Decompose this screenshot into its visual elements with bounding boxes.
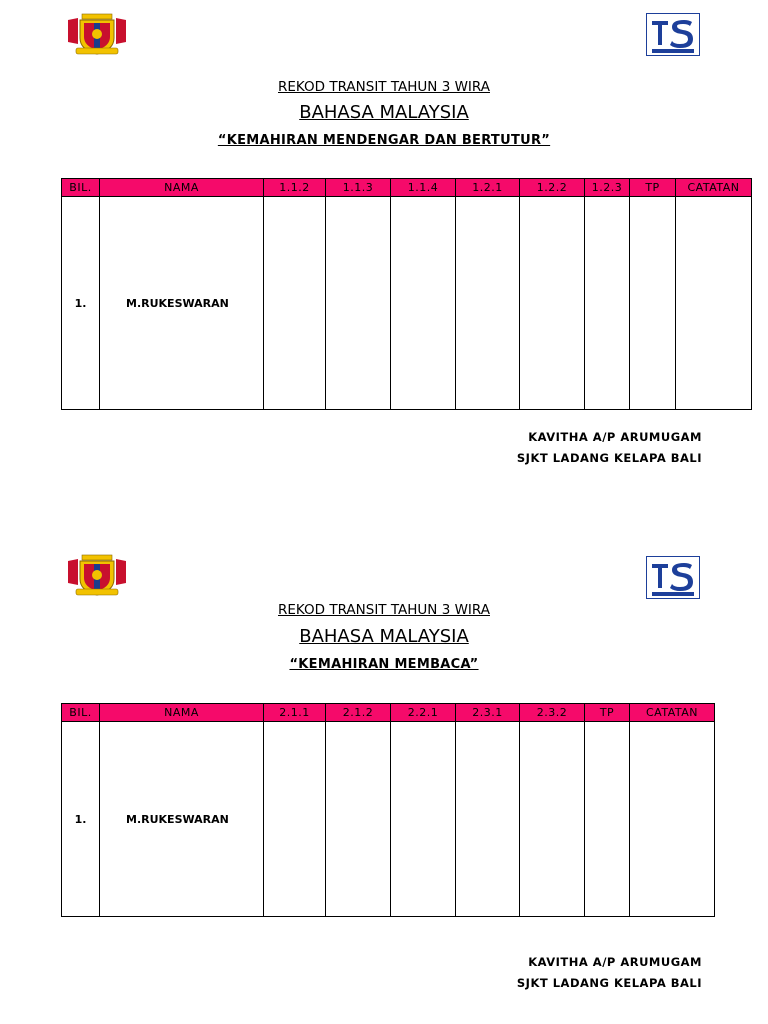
school-crest-icon	[66, 553, 128, 597]
record-title: REKOD TRANSIT TAHUN 3 WIRA	[278, 79, 490, 95]
column-header-2-1-1: 2.1.1	[264, 704, 326, 722]
cell-empty	[520, 722, 585, 917]
cell-empty	[264, 722, 326, 917]
record-table	[61, 703, 715, 917]
signature-block	[517, 952, 702, 994]
column-header-1-2-2: 1.2.2	[520, 179, 585, 197]
teacher-name: KAVITHA A/P ARUMUGAM	[528, 430, 702, 444]
column-header-1-1-4: 1.1.4	[391, 179, 456, 197]
column-header-2-2-1: 2.2.1	[391, 704, 456, 722]
cell-empty	[585, 722, 630, 917]
column-header-catatan: CATATAN	[630, 704, 715, 722]
column-header-bil: BIL.	[62, 179, 100, 197]
cell-empty	[585, 197, 630, 410]
cell-empty	[456, 722, 520, 917]
cell-empty	[326, 722, 391, 917]
subject-title: BAHASA MALAYSIA	[299, 102, 469, 123]
column-header-2-1-2: 2.1.2	[326, 704, 391, 722]
column-header-tp: TP	[630, 179, 676, 197]
cell-empty	[676, 197, 752, 410]
skill-title: “KEMAHIRAN MEMBACA”	[289, 657, 479, 672]
column-header-tp: TP	[585, 704, 630, 722]
column-header-catatan: CATATAN	[676, 179, 752, 197]
table-row	[62, 722, 715, 917]
table-header-row	[62, 179, 752, 197]
teacher-name: KAVITHA A/P ARUMUGAM	[528, 955, 702, 969]
record-title: REKOD TRANSIT TAHUN 3 WIRA	[278, 602, 490, 618]
cell-nama: M.RUKESWARAN	[100, 722, 264, 917]
cell-empty	[630, 722, 715, 917]
skill-title: “KEMAHIRAN MENDENGAR DAN BERTUTUR”	[217, 133, 551, 148]
subject-title: BAHASA MALAYSIA	[299, 626, 469, 647]
cell-empty	[264, 197, 326, 410]
cell-empty	[630, 197, 676, 410]
ts25-logo-icon	[646, 13, 700, 56]
column-header-2-3-2: 2.3.2	[520, 704, 585, 722]
cell-empty	[391, 722, 456, 917]
cell-empty	[391, 197, 456, 410]
record-section-1	[0, 0, 768, 500]
cell-empty	[326, 197, 391, 410]
column-header-nama: NAMA	[100, 704, 264, 722]
cell-nama: M.RUKESWARAN	[100, 197, 264, 410]
ts25-logo-icon	[646, 556, 700, 599]
table-header-row	[62, 704, 715, 722]
cell-bil: 1.	[62, 722, 100, 917]
column-header-1-1-2: 1.1.2	[264, 179, 326, 197]
cell-empty	[520, 197, 585, 410]
column-header-1-2-1: 1.2.1	[456, 179, 520, 197]
school-name: SJKT LADANG KELAPA BALI	[516, 976, 702, 990]
school-crest-icon	[66, 12, 128, 56]
table-row	[62, 197, 752, 410]
cell-empty	[456, 197, 520, 410]
cell-bil: 1.	[62, 197, 100, 410]
signature-block	[517, 427, 702, 469]
column-header-bil: BIL.	[62, 704, 100, 722]
column-header-2-3-1: 2.3.1	[456, 704, 520, 722]
column-header-nama: NAMA	[100, 179, 264, 197]
school-name: SJKT LADANG KELAPA BALI	[516, 451, 702, 465]
column-header-1-1-3: 1.1.3	[326, 179, 391, 197]
column-header-1-2-3: 1.2.3	[585, 179, 630, 197]
record-table	[61, 178, 752, 410]
